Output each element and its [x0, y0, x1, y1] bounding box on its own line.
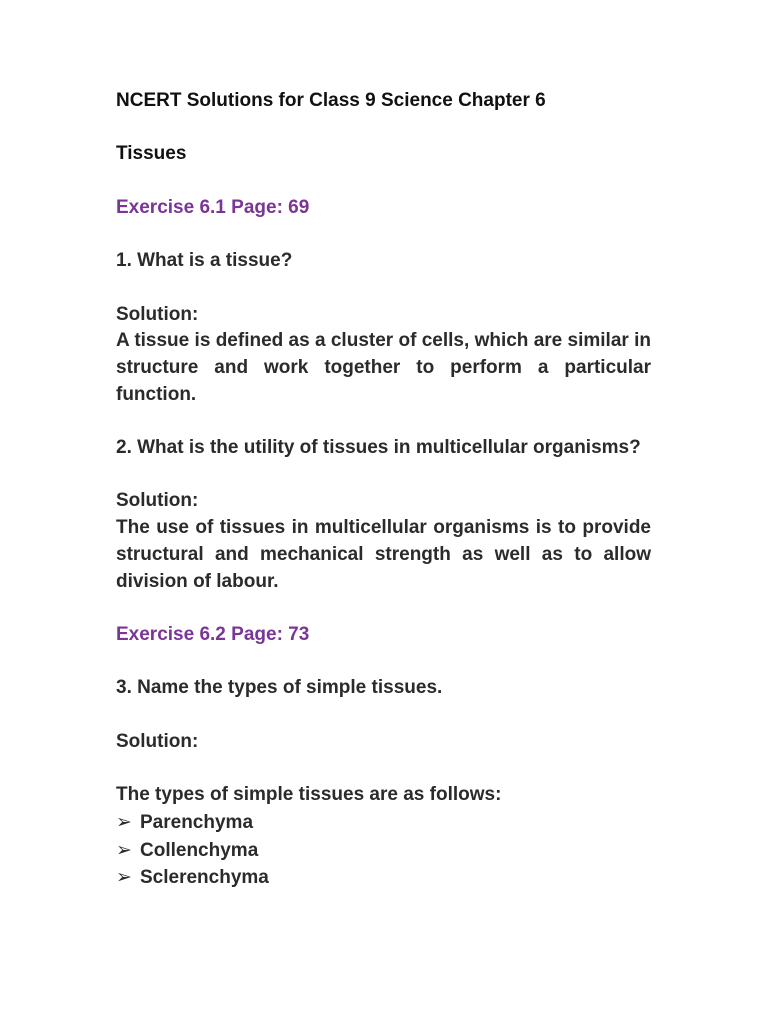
answer-1: A tissue is defined as a cluster of cells, which are similar in structure and work together to perform a particular function. [116, 330, 651, 405]
question-1: 1. What is a tissue? [116, 250, 293, 272]
answer-2: The use of tissues in multicellular organisms is to provide structural and mechanical strength as well as to allow division of labour. [116, 517, 651, 592]
question-3: 3. Name the types of simple tissues. [116, 677, 443, 699]
list-item-label: Collenchyma [140, 839, 259, 861]
solution-label-3: Solution: [116, 730, 199, 752]
arrow-bullet-icon: ➢ [116, 838, 132, 861]
document-page [116, 88, 651, 892]
list-item [116, 837, 651, 865]
list-item-label: Parenchyma [140, 811, 254, 833]
answer-3-intro: The types of simple tissues are as follows: [116, 784, 502, 806]
solution-label-2: Solution: [116, 490, 199, 512]
exercise-heading-2: Exercise 6.2 Page: 73 [116, 623, 310, 645]
list-item-label: Sclerenchyma [140, 867, 269, 889]
arrow-bullet-icon: ➢ [116, 866, 132, 889]
question-2: 2. What is the utility of tissues in multicellular organisms? [116, 437, 641, 459]
list-item [116, 809, 651, 837]
solution-label-1: Solution: [116, 303, 199, 325]
chapter-heading: Tissues [116, 143, 187, 165]
exercise-heading-1: Exercise 6.1 Page: 69 [116, 196, 310, 218]
document-title: NCERT Solutions for Class 9 Science Chapter 6 [116, 90, 546, 111]
list-item [116, 864, 651, 892]
arrow-bullet-icon: ➢ [116, 810, 132, 833]
